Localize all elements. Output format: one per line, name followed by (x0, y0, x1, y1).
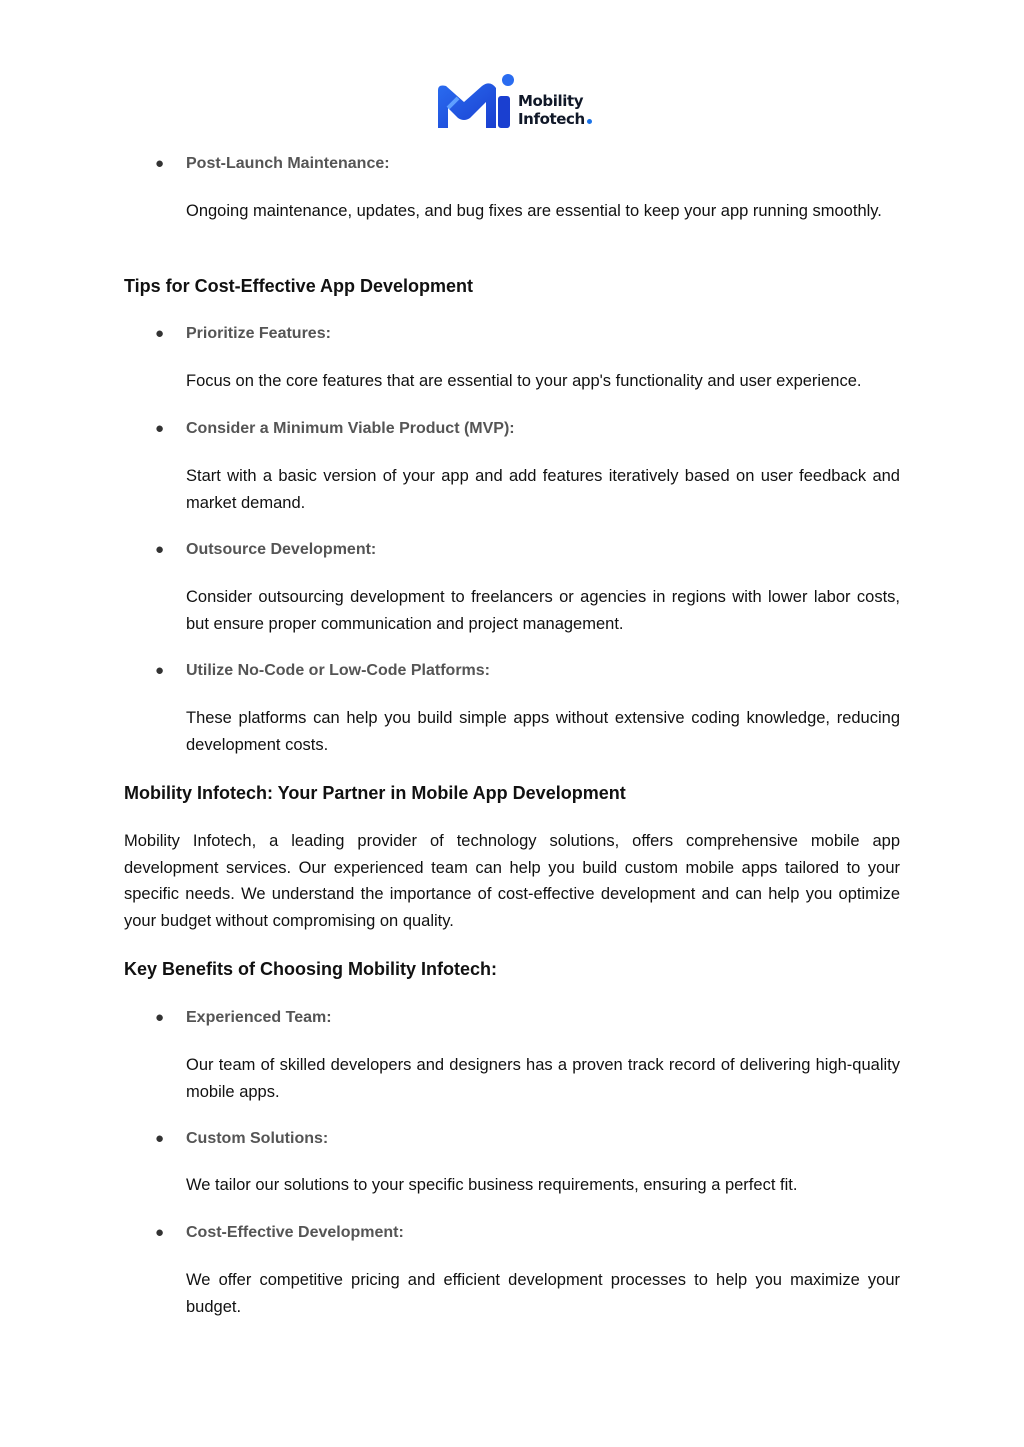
benefit-title-cost: Cost-Effective Development: (186, 1224, 404, 1241)
bullet-icon: ● (155, 541, 165, 558)
bullet-icon: ● (155, 325, 165, 342)
bullet-icon: ● (155, 1224, 165, 1241)
bullet-icon: ● (155, 155, 165, 172)
benefit-text-team: Our team of skilled developers and designers has a proven track record of delivering high-quality mobile apps. (186, 1056, 900, 1101)
bullet-icon: ● (155, 420, 165, 437)
logo-text (518, 92, 592, 128)
tip-text-prioritize: Focus on the core features that are essential to your app's functionality and user experience. (186, 372, 862, 390)
benefit-text-cost: We offer competitive pricing and efficient development processes to help you maximize your budget. (186, 1271, 900, 1316)
bullet-icon: ● (155, 1130, 165, 1147)
logo-line-2: Infotech (518, 110, 592, 128)
benefit-title-team: Experienced Team: (186, 1009, 332, 1026)
tips-heading: Tips for Cost-Effective App Development (124, 276, 474, 296)
tip-title-outsource: Outsource Development: (186, 541, 377, 558)
mobility-infotech-logo-icon (434, 72, 518, 136)
bullet-icon: ● (155, 662, 165, 679)
partner-heading: Mobility Infotech: Your Partner in Mobile App Development (124, 783, 626, 803)
tip-title-prioritize: Prioritize Features: (186, 325, 331, 342)
tip-text-nocode: These platforms can help you build simple apps without extensive coding knowledge, reducing development costs. (186, 709, 900, 754)
tip-title-mvp: Consider a Minimum Viable Product (MVP): (186, 420, 515, 437)
partner-text: Mobility Infotech, a leading provider of technology solutions, offers comprehensive mobile app development services. Our experienced team can help you build custom mobile apps tailored to your specific needs. We understand the importance of cost-effective development and can help you optimize your budget without compromising on quality. (124, 832, 900, 930)
post-launch-title: Post-Launch Maintenance: (186, 155, 390, 172)
tip-text-mvp: Start with a basic version of your app and add features iteratively based on user feedback and market demand. (186, 467, 900, 512)
company-logo (434, 72, 604, 136)
logo-line-1: Mobility (518, 92, 584, 110)
benefit-title-custom: Custom Solutions: (186, 1130, 329, 1147)
benefits-heading: Key Benefits of Choosing Mobility Infotech: (124, 959, 497, 979)
benefit-text-custom: We tailor our solutions to your specific business requirements, ensuring a perfect fit. (186, 1176, 798, 1194)
post-launch-text: Ongoing maintenance, updates, and bug fixes are essential to keep your app running smoothly. (186, 202, 882, 220)
tip-text-outsource: Consider outsourcing development to freelancers or agencies in regions with lower labor costs, but ensure proper communication and project management. (186, 588, 900, 633)
tip-title-nocode: Utilize No-Code or Low-Code Platforms: (186, 662, 490, 679)
bullet-icon: ● (155, 1009, 165, 1026)
